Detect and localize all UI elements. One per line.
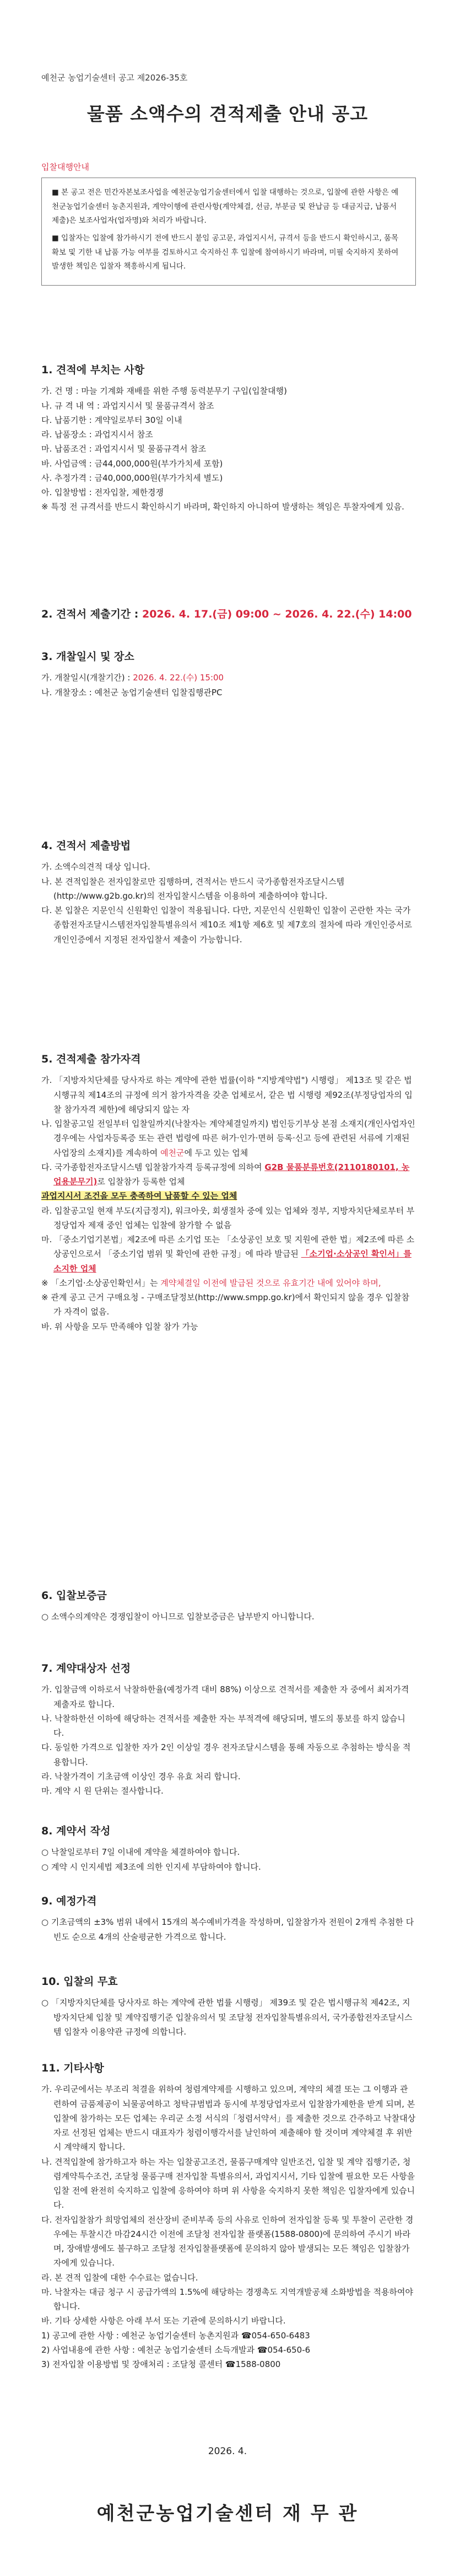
notice-date: 2026. 4.: [208, 2446, 247, 2457]
section-item: 바. 위 사항을 모두 만족해야 입찰 참가 가능: [41, 1321, 198, 1332]
section-item: 나. 규 격 내 역 : 과업지시서 및 물품규격서 참조: [41, 400, 214, 411]
opening-datetime: 가. 개찰일시(개찰기간) : 2026. 4. 22.(수) 15:00: [41, 673, 224, 683]
section-item-emphasis: [41, 1189, 416, 1203]
section-heading: 9. 예정가격: [41, 1895, 97, 1907]
opening-datetime-value: 2026. 4. 22.(수) 15:00: [133, 673, 224, 683]
section-item: 나. 입찰공고일 전일부터 입찰일까지(낙찰자는 계약체결일까지) 법인등기부상 본점 소재지(개인사업자인 경우에는 사업자등록증 또는 관련 법령에 따른 허가·인가·면허 등록·신고 등에 관련된 서류에 기재된 사업장의 소재지)를 계속하여 예천군에 두고 있는 업체: [41, 1119, 415, 1158]
section-item: 라. 입찰공고일 현재 부도(지급정지), 워크아웃, 회생절차 중에 있는 업체와 정부, 지방자치단체로부터 부정당업자 제재 중인 업체는 입찰에 참가할 수 없음: [41, 1205, 415, 1230]
small-business-cert: 「소기업·소상공인 확인서」를 소지한 업체: [53, 1249, 411, 1274]
section-7: [41, 1660, 416, 1798]
section-1: [41, 361, 416, 514]
contact-line: 1) 공고에 관한 사항 : 예천군 농업기술센터 농촌지원과 ☎054-650-6483: [41, 2330, 310, 2341]
section-10: [41, 1973, 416, 2039]
section-item: 다. 전자입찰참가 희망업체의 전산장비 준비부족 등의 사유로 인하여 전자입찰 등록 및 투찰이 곤란한 경우에는 투찰시간 마감24시간 이전에 조달청 전자입찰 플랫폼(1588-0800)에 문의하여 주시기 바라며, 장애발생에도 불구하고 조달청 전자입찰플랫폼에 문의하지 않아 발생되는 모든 책임은 입찰참가자에게 있습니다.: [41, 2214, 414, 2268]
section-item: 사. 추정가격 : 금40,000,000원(부가가치세 별도): [41, 473, 223, 483]
g2b-classification: G2B 물품분류번호(2110180101, 농업용분무기): [53, 1162, 410, 1187]
section-3: [41, 648, 416, 700]
section-item: 나. 견적입찰에 참가하고자 하는 자는 입찰공고조건, 물품구매계약 일반조건, 입찰 및 계약 집행기준, 청렴계약특수조건, 조달청 물품구매 전자입찰 특별유의서, 과업지시서, 기타 입찰에 필요한 모든 사항을 입찰 전에 완전히 숙지하고 입찰에 응하여야 하며 위 사항을 숙지하지 못한 책임은 입찰자에게 있습니다.: [41, 2156, 415, 2210]
opening-place: 나. 개찰장소 : 예천군 농업기술센터 입찰집행관PC: [41, 687, 223, 697]
section-item: 다. 본 입찰은 지문인식 신원확인 입찰이 적용됩니다. 다만, 지문인식 신원확인 입찰이 곤란한 자는 국가종합전자조달시스템전자입찰특별유의서 제10조 제1항 제6호 및 제7호의 절차에 따라 개인인증서로 개인인증에서 지정된 전자입찰서 제출이 가능합니다.: [41, 905, 412, 944]
section-item: 라. 낙찰가격이 기초금액 이상인 경우 유효 처리 합니다.: [41, 1771, 241, 1781]
document-number: 예천군 농업기술센터 공고 제2026-35호: [41, 73, 188, 83]
section-heading: 10. 입찰의 무효: [41, 1976, 118, 1988]
section-item: 바. 기타 상세한 사항은 아래 부서 또는 기관에 문의하시기 바랍니다.: [41, 2316, 286, 2326]
section-heading: 8. 계약서 작성: [41, 1825, 111, 1837]
section-item: 마. 「중소기업기본법」제2조에 따른 소기업 또는 「소상공인 보호 및 지원에 관한 법」제2조에 따른 소상공인으로서 「중소기업 범위 및 확인에 관한 규정」에 따라 발급된 「소기업·소상공인 확인서」를 소지한 업체: [41, 1235, 415, 1274]
section-heading: 1. 견적에 부치는 사항: [41, 364, 145, 376]
guide-notice: ■ 본 공고 전은 민간자본보조사업을 예천군농업기술센터에서 입찰 대행하는 것으로, 입찰에 관한 사항은 예천군농업기술센터 농촌지원과, 계약이행에 관련사항(계약체결, 선금, 부분금 및 완납금 등 대금지급, 납품서 제출)은 보조사업자(업자명)와 처리가 바랍니다.: [52, 188, 399, 226]
section-heading: 11. 기타사항: [41, 2062, 104, 2074]
section-heading: 4. 견적서 제출방법: [41, 840, 131, 852]
section-heading: 5. 견적제출 참가자격: [41, 1053, 141, 1065]
section-9: [41, 1892, 416, 1944]
section-item: 나. 낙찰하한선 이하에 해당하는 견적서를 제출한 자는 부적격에 해당되며, 별도의 통보를 하지 않습니다.: [41, 1713, 405, 1738]
contact-line: 3) 전자입찰 이용방법 및 장애처리 : 조달청 콜센터 ☎1588-0800: [41, 2359, 281, 2369]
page-title: 물품 소액수의 견적제출 안내 공고: [86, 103, 369, 125]
section-item: 라. 본 견적 입찰에 대한 수수료는 없습니다.: [41, 2272, 198, 2283]
section-note: ※ 관계 공고 근거 구매요청 - 구매조달정보(http://www.smpp.go.kr)에서 확인되지 않을 경우 입찰참가 자격이 없음.: [41, 1292, 410, 1317]
section-item: ○ 「지방자치단체를 당사자로 하는 계약에 관한 법률 시행령」 제39조 및 같은 법시행규칙 제42조, 지방자치단체 입찰 및 계약집행기준 입찰유의서 및 조달청 전자입찰특별유의서, 국가종합전자조달시스템 입찰자 이용약관 규정에 의합니다.: [41, 1998, 413, 2037]
section-item: 다. 납품기한 : 계약일로부터 30일 이내: [41, 415, 182, 425]
cert-validity-note: 계약체결일 이전에 발급된 것으로 유효기간 내에 있어야 하며,: [160, 1278, 381, 1288]
section-item: ○ 소액수의계약은 경쟁입찰이 아니므로 입찰보증금은 납부받지 아니합니다.: [41, 1612, 315, 1622]
submission-period: 2026. 4. 17.(금) 09:00 ~ 2026. 4. 22.(수) 14:00: [142, 608, 412, 620]
section-4: [41, 837, 416, 947]
issuer-signature: 예천군농업기술센터 재 무 관: [96, 2503, 359, 2525]
section-item: ○ 계약 시 인지세법 제3조에 의한 인지세 부담하여야 합니다.: [41, 1861, 261, 1872]
guide-notice: ■ 입찰자는 입찰에 참가하시기 전에 반드시 붙임 공고문, 과업지시서, 규격서 등을 반드시 확인하시고, 품목 확보 및 기한 내 납품 가능 여부를 검토하시고 숙지하신 후 입찰에 참여하시기 바라며, 미필 숙지하지 못하여 발생한 책임은 입찰자 책흥하시게 됩니다.: [52, 233, 399, 271]
section-item: 바. 사업금액 : 금44,000,000원(부가가치세 포함): [41, 458, 223, 469]
section-item: 가. 소액수의견적 대상 입니다.: [41, 862, 150, 872]
section-item: 라. 납품장소 : 과업지시서 참조: [41, 430, 153, 439]
section-item: 가. 입찰금액 이하로서 낙찰하한율(예정가격 대비 88%) 이상으로 견적서를 제출한 자 중에서 최저가격 제출자로 합니다.: [41, 1684, 409, 1709]
section-item: 마. 낙찰자는 대금 청구 시 공급가액의 1.5%에 해당하는 경쟁촉도 지역개발공채 소화방법을 적용하여야 합니다.: [41, 2287, 413, 2311]
section-item: 마. 계약 시 원 단위는 절사합니다.: [41, 1786, 164, 1796]
section-item: ○ 기초금액의 ±3% 범위 내에서 15개의 복수예비가격을 작성하며, 입찰참가자 전원이 2개씩 추첨한 다빈도 순으로 4개의 산술평균한 가격으로 합니다.: [41, 1917, 414, 1942]
section-item: 아. 입찰방법 : 전자입찰, 제한경쟁: [41, 487, 164, 497]
section-item: ○ 낙찰일로부터 7일 이내에 계약을 체결하여야 합니다.: [41, 1847, 240, 1858]
section-heading-label: 2. 견적서 제출기간 :: [41, 608, 139, 620]
contact-line: 2) 사업내용에 관한 사항 : 예천군 농업기술센터 소득개발과 ☎054-650-6: [41, 2344, 311, 2355]
section-note: ※ 특정 전 규격서를 반드시 확인하시기 바라며, 확인하지 아니하여 발생하는 책임은 투찰자에게 있음.: [41, 502, 404, 512]
section-item: 나. 본 견적입찰은 전자입찰로만 집행하며, 견적서는 반드시 국가종합전자조달시스템(http://www.g2b.go.kr)의 전자입찰시스템을 이용하여 제출하여야 합니다.: [41, 876, 345, 901]
section-heading: [41, 605, 416, 624]
section-item: 가. 건 명 : 마늘 기계화 재배를 위한 주행 동력분무기 구입(입찰대행): [41, 386, 287, 396]
section-heading: 3. 개찰일시 및 장소: [41, 651, 134, 663]
section-item: 다. 국가종합전자조달시스템 입찰참가자격 등록규정에 의하여 G2B 물품분류번호(2110180101, 농업용분무기)로 입찰참가 등록한 업체: [41, 1162, 410, 1187]
section-5: [41, 1050, 416, 1334]
section-item: 다. 동일한 가격으로 입찰한 자가 2인 이상일 경우 전자조달시스템을 통해 자동으로 추첨하는 방식을 적용합니다.: [41, 1742, 411, 1767]
region-name: 예천군: [160, 1147, 185, 1158]
section-6: [41, 1587, 416, 1624]
section-item: 마. 납품조건 : 과업지시서 및 물품규격서 참조: [41, 444, 207, 454]
section-11: [41, 2059, 416, 2371]
guide-label: 입찰대행안내: [41, 162, 89, 172]
section-2: [41, 605, 416, 628]
section-note: ※ 「소기업·소상공인확인서」는 계약체결일 이전에 발급된 것으로 유효기간 내에 있어야 하며,: [41, 1278, 381, 1288]
spec-compliance-note: 과업지시서 조건을 모두 충족하여 납품할 수 있는 업체: [41, 1191, 237, 1201]
guide-notice-box: [41, 178, 416, 286]
section-8: [41, 1822, 416, 1874]
section-heading: 6. 입찰보증금: [41, 1590, 107, 1602]
section-heading: 7. 계약대상자 선정: [41, 1662, 131, 1675]
section-item: 가. 「지방자치단체를 당사자로 하는 계약에 관한 법률(이하 "지방계약법") 시행령」 제13조 및 같은 법 시행규칙 제14조의 규정에 의거 참가자격을 갖춘 업체로서, 같은 법 시행령 제92조(부정당업자의 입찰 참가자격 제한)에 해당되지 않는 자: [41, 1075, 413, 1114]
section-item: 가. 우리군에서는 부조리 척결을 위하여 청렴계약제를 시행하고 있으며, 계약의 체결 또는 그 이행과 관련하여 금품제공이 뇌물공여하고 청탁규범법과 동시에 부정당업자로서 입찰참가제한을 받게 되며, 본 입찰에 참가하는 모든 업체는 우리군 소정 서식의「청렴서약서」를 제출한 것으로 간주하고 낙찰대상자로 선정된 업체는 반드시 대표자가 청렴이행각서를 날인하여 제출해야 할 것이며 계약체결 후 위반 시 계약해지 합니다.: [41, 2084, 416, 2153]
